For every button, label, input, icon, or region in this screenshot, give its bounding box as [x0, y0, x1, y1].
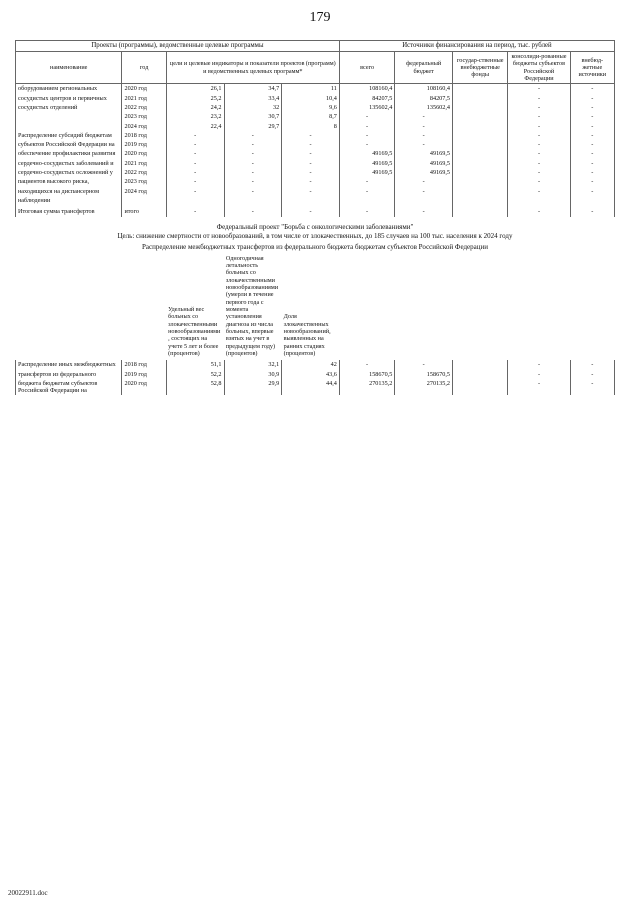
row-state-funds: [452, 196, 507, 205]
row-consolidated: -: [508, 379, 570, 396]
row-extrabudget: -: [570, 168, 614, 177]
row-indicator-1: -: [166, 168, 224, 177]
row-indicator-2: 32: [224, 103, 282, 112]
header-total: всего: [339, 52, 394, 84]
row-indicator-1: 23,2: [166, 112, 224, 121]
section-title: Федеральный проект "Борьба с онкологическими заболеваниями": [216, 222, 414, 231]
total-row-name: Итоговая сумма трансфертов: [16, 205, 122, 216]
row-consolidated: -: [508, 84, 570, 94]
row-consolidated: -: [508, 122, 570, 131]
row-indicator-1: -: [166, 149, 224, 158]
header-federal: федеральный бюджет: [395, 52, 453, 84]
row-year: 2022 год: [122, 168, 166, 177]
row-indicator-3: -: [282, 131, 340, 140]
row-extrabudget: -: [570, 112, 614, 121]
row-indicator-3: -: [282, 177, 340, 186]
table-row: [16, 122, 615, 131]
row-indicator-2: -: [224, 149, 282, 158]
row-year: 2021 год: [122, 94, 166, 103]
total-row-consolidated: -: [508, 205, 570, 216]
row-extrabudget: -: [570, 187, 614, 196]
row-total: 108160,4: [339, 84, 394, 94]
row-name: наблюдении: [16, 196, 122, 205]
row-federal: 158670,5: [395, 370, 453, 379]
row-name: субъектов Российской Федерации на: [16, 140, 122, 149]
total-row-indicator-3: -: [282, 205, 340, 216]
row-indicator-3: [282, 196, 340, 205]
header-indicators: цели и целевые индикаторы и показатели проектов (программ) и ведомственных целевых программ*: [166, 52, 339, 84]
row-name: пациентов высокого риска,: [16, 177, 122, 186]
row-state-funds: [452, 140, 507, 149]
indicator-header-row: [15, 255, 615, 357]
row-year: 2024 год: [122, 122, 166, 131]
row-indicator-2: 32,1: [224, 360, 282, 369]
row-state-funds: [452, 112, 507, 121]
row-consolidated: -: [508, 177, 570, 186]
table-row: [16, 370, 615, 379]
total-row-indicator-1: -: [166, 205, 224, 216]
page-number: 179: [309, 10, 331, 25]
row-consolidated: -: [508, 103, 570, 112]
table-row: [16, 177, 615, 186]
row-indicator-1: -: [166, 131, 224, 140]
row-year: 2021 год: [122, 159, 166, 168]
row-indicator-3: 8: [282, 122, 340, 131]
table-row: [16, 360, 615, 369]
indicator-header-2: Одногодичная летальность больных со злокачественными новообразованиями (умерли в течение первого года с момента установления диагноза из числа больных, впервые взятых на учет в предыдущем году) (процентов): [225, 254, 279, 357]
header-group-row: [16, 41, 615, 52]
row-state-funds: [452, 131, 507, 140]
row-consolidated: -: [508, 187, 570, 196]
row-indicator-1: 22,4: [166, 122, 224, 131]
row-indicator-2: 34,7: [224, 84, 282, 94]
row-consolidated: -: [508, 360, 570, 369]
table-row: [16, 168, 615, 177]
row-indicator-1: -: [166, 159, 224, 168]
row-consolidated: -: [508, 168, 570, 177]
financing-table: [15, 40, 615, 217]
row-indicator-2: -: [224, 168, 282, 177]
row-indicator-1: [166, 196, 224, 205]
row-year: [122, 196, 166, 205]
row-name: сердечно-сосудистых заболеваний и: [16, 159, 122, 168]
row-extrabudget: -: [570, 131, 614, 140]
row-total: -: [339, 177, 394, 186]
total-row-total: -: [339, 205, 394, 216]
row-total: [339, 196, 394, 205]
row-indicator-2: [224, 196, 282, 205]
row-state-funds: [452, 187, 507, 196]
row-state-funds: [452, 84, 507, 94]
row-indicator-1: -: [166, 140, 224, 149]
row-year: 2024 год: [122, 187, 166, 196]
row-name: оборудованием региональных: [16, 84, 122, 94]
row-name: находящихся на диспансерном: [16, 187, 122, 196]
row-indicator-3: 10,4: [282, 94, 340, 103]
row-federal: 49169,5: [395, 149, 453, 158]
row-federal: -: [395, 122, 453, 131]
total-row-indicator-2: -: [224, 205, 282, 216]
table-body: [16, 84, 615, 217]
row-consolidated: -: [508, 140, 570, 149]
row-year: 2023 год: [122, 177, 166, 186]
row-extrabudget: -: [570, 103, 614, 112]
row-total: -: [339, 112, 394, 121]
row-indicator-3: -: [282, 140, 340, 149]
row-indicator-1: -: [166, 177, 224, 186]
table-row: [16, 94, 615, 103]
indicator-header-1: Удельный вес больных со злокачественными новообразованиями, состоящих на учете 5 лет и более (процентов): [168, 306, 221, 357]
row-name: трансфертов из федерального: [16, 370, 122, 379]
indicator-headers-table: [15, 255, 615, 357]
row-consolidated: -: [508, 159, 570, 168]
row-extrabudget: -: [570, 370, 614, 379]
row-indicator-1: 25,2: [166, 94, 224, 103]
row-indicator-1: 52,2: [166, 370, 224, 379]
row-federal: 84207,5: [395, 94, 453, 103]
row-federal: -: [395, 131, 453, 140]
row-indicator-3: 42: [282, 360, 340, 369]
row-name: Распределение иных межбюджетных: [16, 360, 122, 369]
row-name: Распределение субсидий бюджетам: [16, 131, 122, 140]
row-name: сосудистых центров и первичных: [16, 94, 122, 103]
row-indicator-3: -: [282, 159, 340, 168]
rotated-table-area: [15, 40, 615, 875]
row-indicator-3: -: [282, 187, 340, 196]
row-extrabudget: -: [570, 94, 614, 103]
table-row: [16, 187, 615, 196]
row-federal: 108160,4: [395, 84, 453, 94]
row-state-funds: [452, 122, 507, 131]
row-indicator-3: -: [282, 168, 340, 177]
row-total: 84207,5: [339, 94, 394, 103]
row-extrabudget: [570, 196, 614, 205]
row-year: 2020 год: [122, 84, 166, 94]
total-row-state-funds: [452, 205, 507, 216]
row-state-funds: [452, 177, 507, 186]
group-financing-header: Источники финансирования на период, тыс. рублей: [339, 41, 614, 52]
row-indicator-3: 9,6: [282, 103, 340, 112]
row-year: 2020 год: [122, 379, 166, 396]
row-indicator-2: 30,9: [224, 370, 282, 379]
row-name: сосудистых отделений: [16, 103, 122, 112]
row-total: 49169,5: [339, 159, 394, 168]
row-federal: -: [395, 360, 453, 369]
row-state-funds: [452, 168, 507, 177]
row-name: сердечно-сосудистых осложнений у: [16, 168, 122, 177]
row-indicator-1: 52,8: [166, 379, 224, 396]
row-consolidated: -: [508, 131, 570, 140]
row-extrabudget: -: [570, 177, 614, 186]
row-indicator-2: 30,7: [224, 112, 282, 121]
row-state-funds: [452, 360, 507, 369]
row-total: -: [339, 122, 394, 131]
row-consolidated: -: [508, 94, 570, 103]
row-year: 2020 год: [122, 149, 166, 158]
table-row: [16, 196, 615, 205]
table-row: [16, 379, 615, 396]
row-year: 2019 год: [122, 370, 166, 379]
total-row-federal: -: [395, 205, 453, 216]
table-row: [16, 131, 615, 140]
row-year: 2023 год: [122, 112, 166, 121]
row-state-funds: [452, 94, 507, 103]
header-name: наименование: [16, 52, 122, 84]
row-state-funds: [452, 370, 507, 379]
row-total: -: [339, 187, 394, 196]
row-federal: [395, 196, 453, 205]
row-indicator-2: -: [224, 177, 282, 186]
row-federal: -: [395, 140, 453, 149]
row-indicator-3: 43,6: [282, 370, 340, 379]
row-total: -: [339, 131, 394, 140]
row-consolidated: [508, 196, 570, 205]
row-extrabudget: -: [570, 84, 614, 94]
row-indicator-2: -: [224, 187, 282, 196]
table-row: [16, 84, 615, 94]
row-total: 270135,2: [339, 379, 394, 396]
row-federal: -: [395, 177, 453, 186]
section-goal: Цель: снижение смертности от новообразований, в том числе от злокачественных, до 185 случаев на 100 тыс. населения к 2024 году: [117, 231, 513, 240]
table-row: [16, 149, 615, 158]
row-name: [16, 122, 122, 131]
indicator-header-3: Доля злокачественных новообразований, выявленных на ранних стадиях (процентов): [283, 313, 331, 357]
row-indicator-1: -: [166, 187, 224, 196]
header-year: год: [122, 52, 166, 84]
row-indicator-3: -: [282, 149, 340, 158]
row-indicator-2: 29,7: [224, 122, 282, 131]
row-state-funds: [452, 379, 507, 396]
row-name: обеспечение профилактики развития: [16, 149, 122, 158]
content-stack: [15, 40, 615, 395]
financing-table-2: [15, 360, 615, 395]
section-distribution: Распределение межбюджетных трансфертов из федерального бюджета бюджетам субъектов Российской Федерации: [142, 242, 488, 251]
row-extrabudget: -: [570, 122, 614, 131]
row-indicator-3: 44,4: [282, 379, 340, 396]
row-federal: 135602,4: [395, 103, 453, 112]
header-row: [16, 52, 615, 84]
row-indicator-2: 33,4: [224, 94, 282, 103]
group-projects-header: Проекты (программы), ведомственные целевые программы: [16, 41, 340, 52]
table-row: [16, 140, 615, 149]
row-federal: 49169,5: [395, 168, 453, 177]
total-row: [16, 205, 615, 216]
row-consolidated: -: [508, 149, 570, 158]
row-extrabudget: -: [570, 149, 614, 158]
row-year: 2022 год: [122, 103, 166, 112]
row-indicator-1: 26,1: [166, 84, 224, 94]
row-year: 2019 год: [122, 140, 166, 149]
row-extrabudget: -: [570, 140, 614, 149]
row-indicator-1: 51,1: [166, 360, 224, 369]
footer-filename: 20022911.doc: [8, 889, 48, 897]
row-extrabudget: -: [570, 159, 614, 168]
row-federal: -: [395, 187, 453, 196]
row-total: 49169,5: [339, 149, 394, 158]
table-body-2: [16, 360, 615, 395]
row-indicator-1: 24,2: [166, 103, 224, 112]
row-total: 158670,5: [339, 370, 394, 379]
header-extrabudget: внебюд-жетные источники: [570, 52, 614, 84]
row-federal: 49169,5: [395, 159, 453, 168]
row-total: 135602,4: [339, 103, 394, 112]
row-year: 2018 год: [122, 131, 166, 140]
row-indicator-3: 11: [282, 84, 340, 94]
row-federal: -: [395, 112, 453, 121]
header-state-funds: государ-ственные внебюджетные фонды: [452, 52, 507, 84]
row-total: -: [339, 140, 394, 149]
row-total: 49169,5: [339, 168, 394, 177]
row-indicator-2: 29,9: [224, 379, 282, 396]
row-extrabudget: -: [570, 379, 614, 396]
row-indicator-3: 8,7: [282, 112, 340, 121]
table-row: [16, 159, 615, 168]
header-consolidated: консолиди-рованные бюджеты субъектов Российской Федерации: [508, 52, 570, 84]
row-extrabudget: -: [570, 360, 614, 369]
table-row: [16, 103, 615, 112]
row-federal: 270135,2: [395, 379, 453, 396]
row-year: 2018 год: [122, 360, 166, 369]
total-row-year: итого: [122, 205, 166, 216]
row-state-funds: [452, 149, 507, 158]
row-state-funds: [452, 159, 507, 168]
row-name: бюджета бюджетам субъектов Российской Федерации на: [16, 379, 122, 396]
table-row: [16, 112, 615, 121]
row-indicator-2: -: [224, 140, 282, 149]
total-row-extrabudget: -: [570, 205, 614, 216]
row-indicator-2: -: [224, 131, 282, 140]
row-name: [16, 112, 122, 121]
row-consolidated: -: [508, 112, 570, 121]
row-consolidated: -: [508, 370, 570, 379]
row-state-funds: [452, 103, 507, 112]
row-indicator-2: -: [224, 159, 282, 168]
row-total: -: [339, 360, 394, 369]
